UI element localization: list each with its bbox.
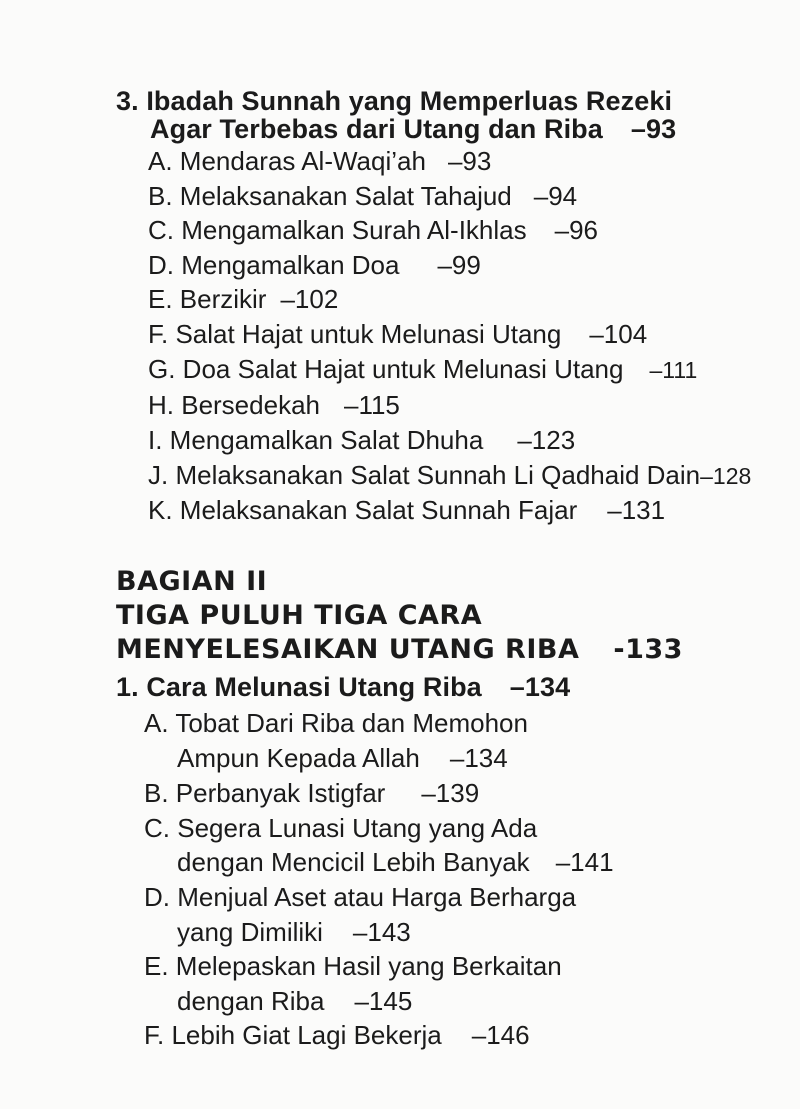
toc-item-page: –134 [449,743,508,773]
chapter-page-number: –134 [509,672,571,702]
part-heading-line3 [116,634,683,665]
toc-item-e [148,284,338,315]
toc-item-label: C. Mengamalkan Surah Al-Ikhlas [148,215,527,245]
chapter-item-a-line1: A. Tobat Dari Riba dan Memohon [144,708,528,738]
toc-item-label: dengan Riba [177,986,325,1016]
toc-item-c [148,215,598,246]
section-title-line1: 3. Ibadah Sunnah yang Memperluas Rezeki [116,86,673,116]
chapter-item-b [144,778,479,809]
chapter-item-c-line1: C. Segera Lunasi Utang yang Ada [144,813,538,843]
toc-item-label: H. Bersedekah [148,390,320,420]
toc-item-page: –146 [471,1020,530,1050]
toc-item-label: yang Dimiliki [177,917,323,947]
part-heading-line2: TIGA PULUH TIGA CARA [116,600,483,631]
toc-item-page: –128 [700,463,752,489]
toc-item-g [148,354,697,385]
toc-item-label: I. Mengamalkan Salat Dhuha [148,425,484,455]
toc-item-page: –99 [437,250,481,280]
toc-item-page: –104 [589,319,648,349]
toc-item-k [148,495,665,526]
toc-item-page: –131 [607,495,666,525]
toc-item-label: dengan Mencicil Lebih Banyak [177,847,530,877]
toc-item-d [148,250,481,281]
part-heading-text: MENYELESAIKAN UTANG RIBA [116,634,580,665]
part-heading-line1: BAGIAN II [116,566,268,597]
toc-item-label: K. Melaksanakan Salat Sunnah Fajar [148,495,578,525]
part-page-number: -133 [613,634,683,665]
toc-item-page: –94 [533,181,578,211]
toc-item-label: Ampun Kepada Allah [177,743,420,773]
chapter-item-e-line2 [177,986,412,1017]
chapter-title-text: 1. Cara Melunasi Utang Riba [116,672,482,702]
toc-item-label: D. Mengamalkan Doa [148,250,400,280]
toc-item-a [148,146,491,177]
toc-item-page: –145 [354,986,413,1016]
toc-item-f [148,319,647,350]
chapter-item-c-line2 [177,847,614,878]
toc-item-b [148,181,577,212]
chapter-item-f [144,1020,530,1051]
chapter-item-d-line2 [177,917,411,948]
toc-item-h [148,390,400,421]
section-page-number: –93 [630,114,677,144]
toc-item-page: –102 [280,284,339,314]
toc-item-label: J. Melaksanakan Salat Sunnah Li Qadhaid Dain [148,460,701,490]
section-title-line2 [150,114,676,145]
toc-item-page: –93 [447,146,492,176]
toc-item-label: F. Lebih Giat Lagi Bekerja [144,1020,442,1050]
toc-item-page: –115 [343,390,400,420]
toc-item-i [148,425,575,456]
toc-item-page: –141 [555,847,614,877]
toc-item-page: –111 [649,357,698,383]
toc-item-label: B. Melaksanakan Salat Tahajud [148,181,512,211]
section-title-text: Agar Terbebas dari Utang dan Riba [150,114,603,144]
toc-item-j [148,460,751,491]
toc-item-page: –139 [421,778,480,808]
toc-item-label: G. Doa Salat Hajat untuk Melunasi Utang [148,354,624,384]
toc-item-label: F. Salat Hajat untuk Melunasi Utang [148,319,562,349]
toc-item-label: B. Perbanyak Istigfar [144,778,386,808]
chapter-title [116,672,570,703]
toc-item-label: E. Berzikir [148,284,267,314]
toc-item-page: –96 [554,215,599,245]
chapter-item-d-line1: D. Menjual Aset atau Harga Berharga [144,882,577,912]
toc-item-page: –143 [352,917,411,947]
toc-item-page: –123 [517,425,576,455]
toc-item-label: A. Mendaras Al-Waqi’ah [148,146,426,176]
chapter-item-a-line2 [177,743,508,774]
chapter-item-e-line1: E. Melepaskan Hasil yang Berkaitan [144,951,562,981]
